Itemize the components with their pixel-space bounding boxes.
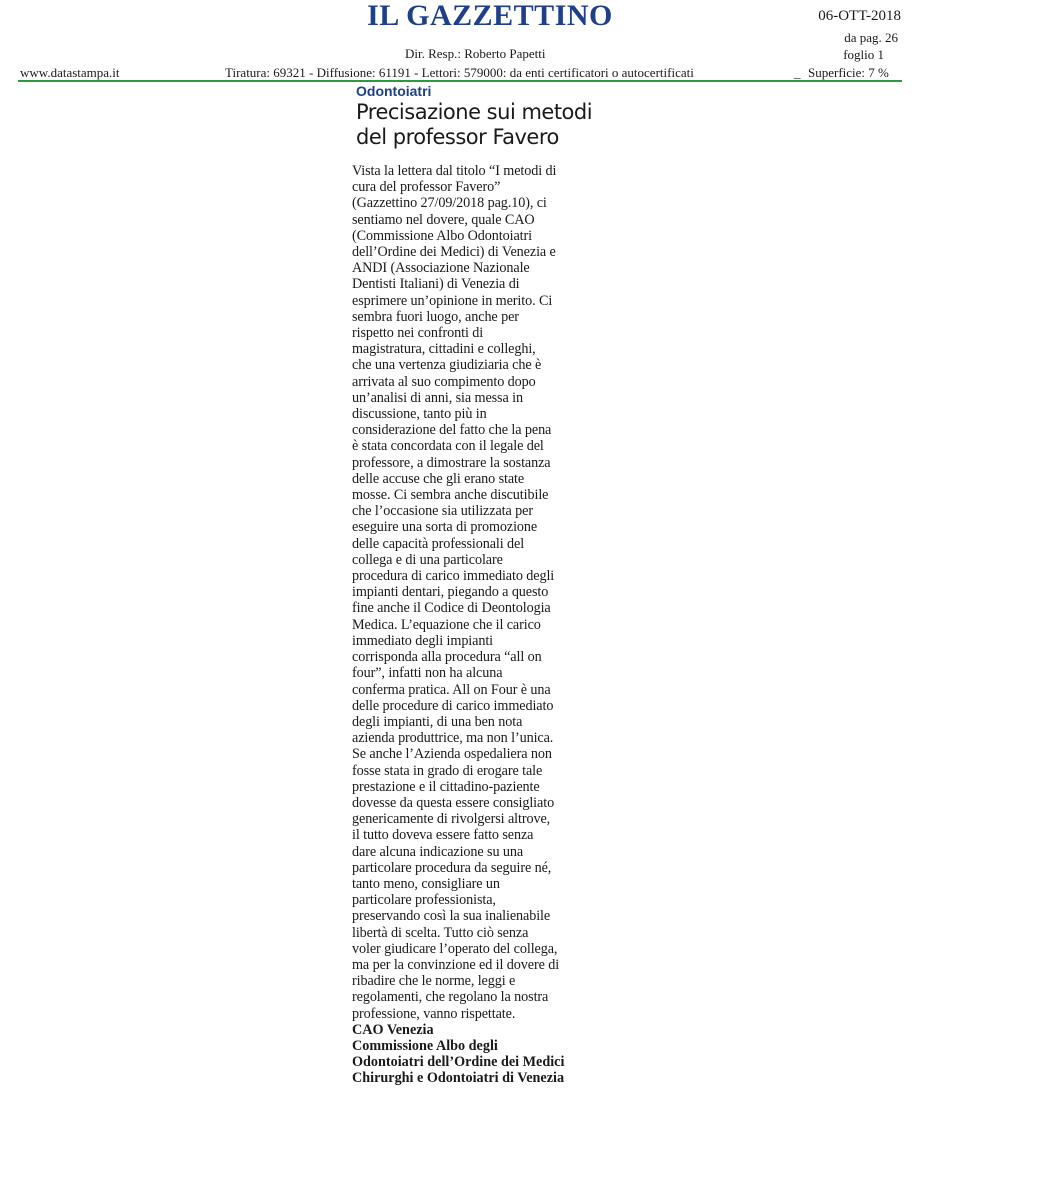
body-line: ma per la convinzione ed il dovere di — [352, 956, 560, 973]
body-line: delle capacità professionali del — [352, 535, 525, 552]
body-line: dare alcuna indicazione su una — [352, 843, 524, 860]
body-line: discussione, tanto più in — [352, 406, 487, 423]
body-line: particolare procedura da seguire né, — [352, 859, 552, 876]
masthead-logo: IL GAZZETTINO — [367, 0, 613, 32]
body-line: eseguire una sorta di promozione — [352, 519, 538, 536]
body-line: il tutto doveva essere fatto senza — [352, 827, 534, 844]
body-line: degli impianti, di una ben nota — [352, 713, 523, 730]
body-line: impianti dentari, piegando a questo — [352, 584, 549, 601]
body-line: libertà di scelta. Tutto ciò senza — [352, 924, 529, 941]
body-line: genericamente di rivolgersi altrove, — [352, 811, 551, 828]
body-line: sentiamo nel dovere, quale CAO — [352, 211, 535, 228]
body-line: azienda produttrice, ma non l’unica. — [352, 730, 554, 747]
body-line: fine anche il Codice di Deontologia — [352, 600, 551, 617]
body-line: Dentisti Italiani) di Venezia di — [352, 276, 520, 293]
body-line: arrivata al suo compimento dopo — [352, 373, 536, 390]
body-line: Vista la lettera dal titolo “I metodi di — [352, 163, 557, 179]
signature-line: Odontoiatri dell’Ordine dei Medici — [352, 1054, 565, 1071]
body-line: ANDI (Associazione Nazionale — [352, 260, 530, 277]
body-line: cura del professor Favero” — [352, 179, 501, 196]
article-body — [352, 163, 602, 1022]
body-line: prestazione e il cittadino-paziente — [352, 778, 540, 795]
headline-line: del professor Favero — [356, 125, 559, 149]
body-line: considerazione del fatto che la pena — [352, 422, 552, 439]
signature-line: Commissione Albo degli — [352, 1037, 498, 1054]
body-line: procedura di carico immediato degli — [352, 568, 555, 585]
body-line: delle accuse che gli erano state — [352, 470, 525, 487]
editor-in-chief: Dir. Resp.: Roberto Papetti — [405, 46, 546, 61]
body-line: dell’Ordine dei Medici) di Venezia e — [352, 244, 556, 261]
body-line: professione, vanno rispettate. — [352, 1005, 516, 1022]
body-line: esprimere un’opinione in merito. Ci — [352, 292, 553, 309]
body-line: immediato degli impianti — [352, 632, 494, 649]
body-line: regolamenti, che regolano la nostra — [352, 989, 549, 1006]
body-line: professore, a dimostrare la sostanza — [352, 454, 551, 471]
body-line: ribadire che le norme, leggi e — [352, 973, 516, 990]
header-rule — [18, 80, 902, 82]
signature-line: Chirurghi e Odontoiatri di Venezia — [352, 1070, 565, 1087]
body-line: collega e di una particolare — [352, 551, 503, 568]
body-line: fosse stata in grado di erogare tale — [352, 762, 543, 779]
body-line: che l’occasione sia utilizzata per — [352, 503, 533, 520]
body-line: conferma pratica. All on Four è una — [352, 681, 551, 698]
body-line: rispetto nei confronti di — [352, 325, 484, 342]
body-line: voler giudicare l’operato del collega, — [352, 940, 558, 957]
body-line: è stata concordata con il legale del — [352, 438, 544, 455]
body-line: Se anche l’Azienda ospedaliera non — [352, 746, 552, 763]
body-line: che una vertenza giudiziaria che è — [352, 357, 542, 374]
article-clipping — [352, 83, 602, 1087]
article-kicker: Odontoiatri — [356, 83, 432, 99]
body-line: preservando così la sua inalienabile — [352, 908, 551, 925]
body-line: (Gazzettino 27/09/2018 pag.10), ci — [352, 195, 547, 212]
body-line: particolare professionista, — [352, 892, 496, 909]
body-line: (Commissione Albo Odontoiatri — [352, 227, 532, 244]
signature-line: CAO Venezia — [352, 1021, 434, 1038]
surface-percentage: Superficie: 7 % — [808, 65, 889, 80]
source-website: www.datastampa.it — [20, 65, 120, 80]
body-line: mosse. Ci sembra anche discutibile — [352, 487, 549, 504]
body-line: dovesse da questa essere consigliato — [352, 794, 555, 811]
circulation-info: Tiratura: 69321 - Diffusione: 61191 - Lettori: 579000: da enti certificatori o autocertificati — [225, 65, 694, 80]
body-line: four”, infatti non ha alcuna — [352, 665, 503, 682]
headline-line: Precisazione sui metodi — [356, 100, 593, 124]
publication-date: 06-OTT-2018 — [818, 8, 901, 24]
body-line: magistratura, cittadini e colleghi, — [352, 341, 536, 358]
body-line: tanto meno, consigliare un — [352, 875, 500, 892]
sheet-number: foglio 1 — [843, 47, 884, 62]
body-line: sembra fuori luogo, anche per — [352, 308, 519, 325]
body-line: corrisponda alla procedura “all on — [352, 649, 542, 666]
body-line: delle procedure di carico immediato — [352, 697, 554, 714]
separator-dash: _ — [794, 65, 801, 80]
body-line: Medica. L’equazione che il carico — [352, 616, 541, 633]
body-line: un’analisi di anni, sia messa in — [352, 389, 523, 406]
page-reference: da pag. 26 — [844, 30, 898, 45]
article-signature — [352, 1022, 602, 1087]
article-headline — [356, 100, 602, 150]
